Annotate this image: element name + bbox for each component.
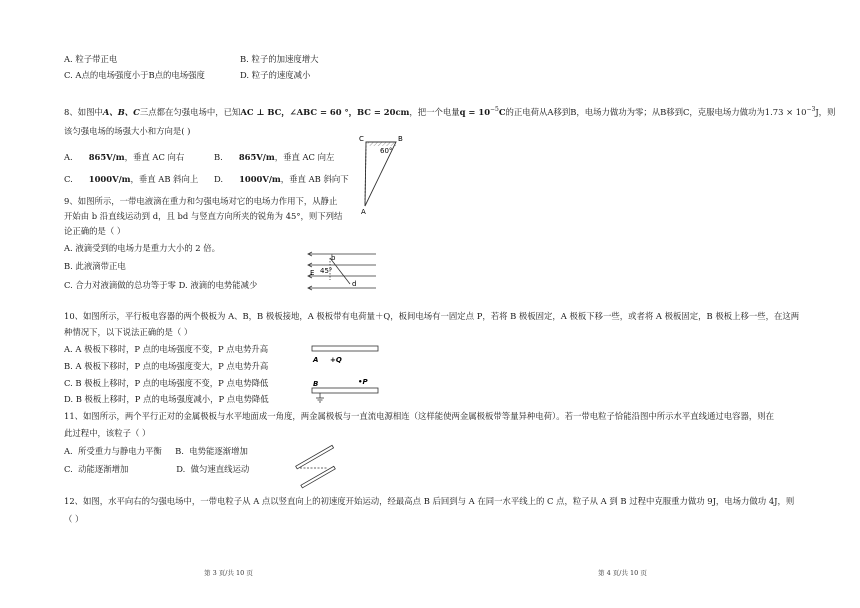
- q8-option-a: A. 865V/m，垂直 AC 向右: [64, 152, 185, 162]
- q11-stem-line1: 11、如图所示，两个平行正对的金属极板与水平地面成一角度，两金属极板与一直流电源相连（这样能使两金属极板带等量异种电荷）。若一带电粒子恰能沿图中所示水平直线通过电容器，则在: [64, 411, 774, 421]
- q8-triangle-figure: [358, 136, 408, 214]
- q8-fig-label-c: C: [359, 135, 364, 143]
- q11-stem-line2: 此过程中，该粒子（ ）: [64, 428, 151, 438]
- q7-option-d: D. 粒子的速度减小: [240, 70, 311, 80]
- q10-fig-label-b: B: [313, 380, 319, 388]
- q10-fig-label-q: +Q: [330, 356, 342, 364]
- q9-option-b: B. 此液滴带正电: [64, 261, 126, 271]
- q9-field-figure: [304, 250, 380, 296]
- q9-option-cd: C. 合力对液滴做的总功等于零 D. 液滴的电势能减少: [64, 280, 258, 290]
- q9-option-a: A. 液滴受到的电场力是重力大小的 2 倍。: [64, 243, 221, 253]
- q10-fig-label-p: •P: [358, 378, 368, 386]
- q10-stem-line2: 种情况下，以下说法正确的是（ ）: [64, 327, 193, 337]
- q9-fig-angle: 45°: [320, 267, 333, 275]
- q9-stem-line3: 论正确的是（ ）: [64, 226, 126, 236]
- q9-stem-line2: 开始由 b 沿直线运动到 d，且 bd 与竖直方向所夹的锐角为 45°，则下列结: [64, 211, 343, 221]
- q9-fig-label-e: E: [310, 269, 315, 277]
- page-footer-left: 第 3 页/共 10 页: [204, 569, 253, 577]
- q10-option-c: C. B 极板上移时，P 点的电场强度不变，P 点电势降低: [64, 378, 269, 388]
- q8-option-c: C. 1000V/m，垂直 AB 斜向上: [64, 174, 199, 184]
- q8-fig-angle: 60°: [380, 147, 393, 155]
- q9-fig-label-b: b: [331, 254, 336, 262]
- q9-fig-label-d: d: [352, 280, 357, 288]
- q10-stem-line1: 10、如图所示，平行板电容器的两个极板为 A、B，B 极板接地，A 极板带有电荷量＋Q，板间电场有一固定点 P，若将 B 极板固定，A 极板下移一些，或者将 A 极板固定，B 极板上移一些，在这两: [64, 311, 800, 321]
- q8-fig-label-a: A: [361, 208, 366, 216]
- q8-fig-label-b: B: [398, 135, 403, 143]
- page-footer-right: 第 4 页/共 10 页: [598, 569, 647, 577]
- q12-stem-line2: （ ）: [64, 514, 84, 524]
- q9-stem-line1: 9、如图所示，一带电液滴在重力和匀强电场对它的电场力作用下，从静止: [64, 196, 338, 206]
- q8-stem-line2: 该匀强电场的场强大小和方向是( ): [64, 126, 191, 136]
- q10-option-b: B. A 极板下移时，P 点的电场强度变大，P 点电势升高: [64, 361, 269, 371]
- q10-capacitor-figure: [310, 344, 382, 404]
- q11-plates-figure: [292, 446, 338, 492]
- q11-option-cd: C. 动能逐渐增加 D. 做匀速直线运动: [64, 464, 250, 474]
- q7-option-c: C. A点的电场强度小于B点的电场强度: [64, 70, 205, 80]
- q11-option-ab: A. 所受重力与静电力平衡 B. 电势能逐渐增加: [64, 446, 248, 456]
- q7-option-b: B. 粒子的加速度增大: [240, 54, 319, 64]
- q7-option-a: A. 粒子带正电: [64, 54, 118, 64]
- q8-option-b: B. 865V/m，垂直 AC 向左: [214, 152, 335, 162]
- q10-option-d: D. B 极板上移时，P 点的电场强度减小，P 点电势降低: [64, 394, 269, 404]
- q10-option-a: A. A 极板下移时，P 点的电场强度不变，P 点电势升高: [64, 344, 269, 354]
- q10-fig-label-a: A: [313, 356, 319, 364]
- q12-stem-line1: 12、如图，水平向右的匀强电场中，一带电粒子从 A 点以竖直向上的初速度开始运动，经最高点 B 后回到与 A 在同一水平线上的 C 点，粒子从 A 到 B 过程中克服重力做功 9J，电场力做功 4J，则: [64, 496, 795, 506]
- q8-option-d: D. 1000V/m，垂直 AB 斜向下: [214, 174, 349, 184]
- q8-stem-line1: 8、如图中A、B、C三点都在匀强电场中，已知AC ⊥ BC，∠ABC = 60 °，BC = 20cm，把一个电量$q = 10^{-5}C$的正电荷从A移到B，电场力做功为零；从B移到C，克服电场力做功为$1.73 \times 10^{-3}J$，则: [64, 106, 836, 117]
